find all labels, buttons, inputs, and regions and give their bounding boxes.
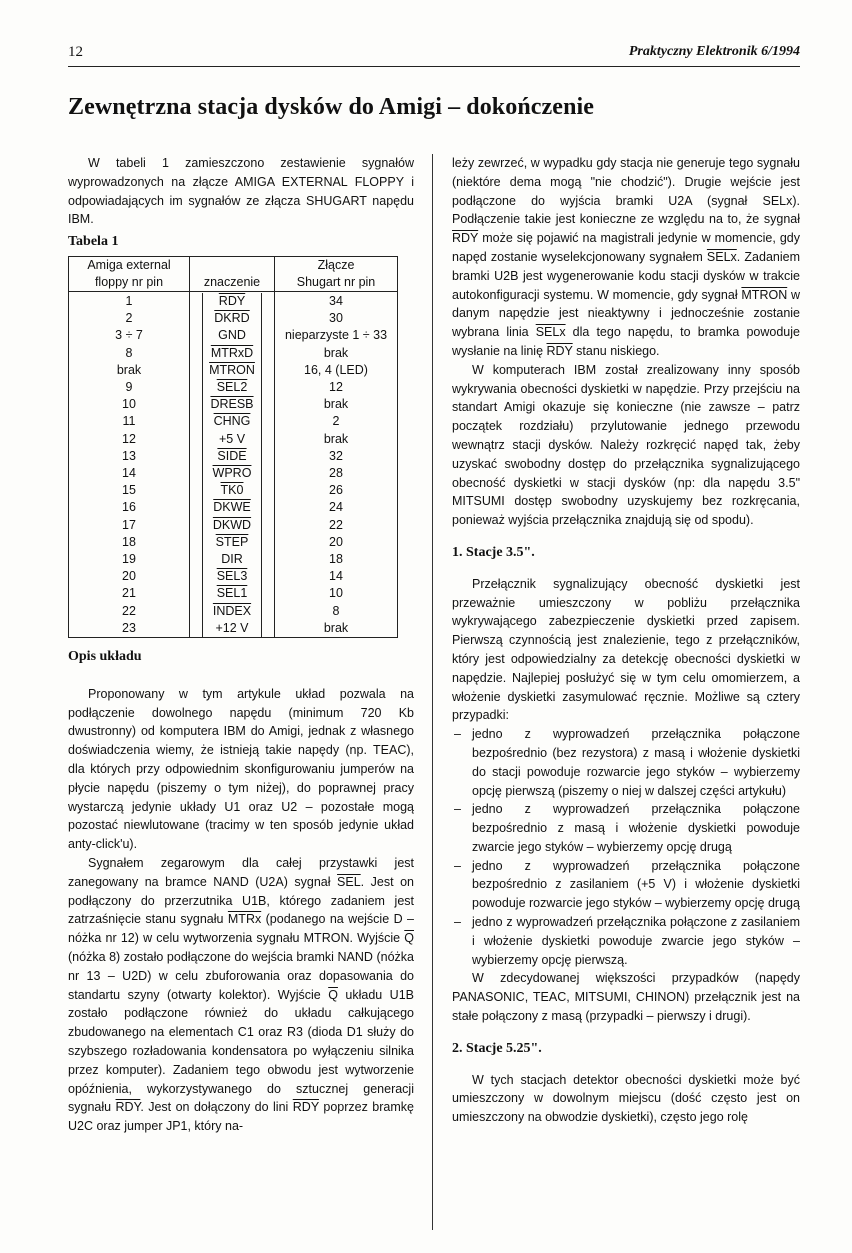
cell-signal: DRESB (190, 396, 275, 413)
cell-shugart-pin: nieparzyste 1 ÷ 33 (284, 328, 388, 343)
cell-amiga-pin: 9 (69, 379, 190, 396)
cell-shugart-pin: 28 (329, 466, 343, 481)
cell-shugart-pin: 20 (329, 534, 343, 549)
cell-shugart-pin: 32 (329, 448, 343, 463)
table-row (69, 448, 398, 465)
column-divider (432, 154, 433, 1230)
signal-table (68, 256, 398, 638)
table-row (69, 517, 398, 534)
cell-signal: MTRxD (190, 345, 275, 362)
table-label: Tabela 1 (68, 234, 119, 250)
table-row (69, 310, 398, 327)
cell-amiga-pin: 11 (69, 413, 190, 430)
cell-shugart-pin: 16, 4 (LED) (304, 362, 368, 377)
header-amiga: Amiga external floppy nr pin (69, 256, 190, 291)
table-row (69, 413, 398, 430)
cell-shugart-pin: 34 (329, 293, 343, 308)
cell-shugart-pin: 18 (329, 552, 343, 567)
cell-signal: SIDE (190, 448, 275, 465)
list-item: – jedno z wyprowadzeń przełącznika połączone z zasilaniem i włożenie dyskietki powoduje zwarcie jego styków – wybierzemy opcję pierwszą. (452, 913, 800, 969)
cell-signal: STEP (190, 534, 275, 551)
left-column (68, 154, 414, 1136)
cell-shugart-pin: 30 (329, 311, 343, 326)
cell-shugart-pin: 12 (329, 380, 343, 394)
cell-signal: WPRO (190, 465, 275, 482)
cell-shugart-pin: 14 (329, 569, 343, 584)
cell-amiga-pin: 23 (69, 620, 190, 638)
opis-paragraph-2: Sygnałem zegarowym dla całej przystawki jest zanegowany na bramce NAND (U2A) sygnał $\overline{SEL}$. Jest on podłączony do przerzutnika U1B, którego zadaniem jest zatrzaśnięcie stanu sygnału MTRx (podanego na wejście D – nóżka nr 12) w celu wytworzenia sygnału MTRON. Wyjście $\overline{Q}$ (nóżka 8) zostało podłączone do wejścia bramki NAND (nóżka nr 13 – U2D) w celu zbuforowania oraz dopasowania do standartu szyny (otwarty kolektor). Wyjście $\overline{Q}$ układu U1B zostało podłączone również do układu całkującego zbudowanego na elementach C1 oraz R3 (dioda D1 służy do szybszego rozładowania kondensatora po wyłączeniu silnika przez komputer). Zadaniem tego obwodu jest wytworzenie opóźnienia, wykorzystywanego do sztucznej generacji sygnału $\overline{RDY}$. Jest on dołączony do lini $\overline{RDY}$ poprzez bramkę U2C oraz jumper JP1, który na- (68, 856, 414, 1134)
cell-shugart-pin: 10 (329, 586, 343, 601)
cell-signal: MTRON (190, 362, 275, 379)
cell-shugart-pin: brak (323, 345, 349, 360)
cell-shugart-pin: brak (323, 620, 349, 635)
table-row (69, 291, 398, 310)
cell-amiga-pin: 2 (69, 310, 190, 327)
table-row (69, 499, 398, 516)
table-row (69, 482, 398, 499)
cell-amiga-pin: 12 (69, 431, 190, 448)
cell-amiga-pin: 13 (69, 448, 190, 465)
table-row (69, 551, 398, 568)
cell-amiga-pin: 20 (69, 568, 190, 585)
cell-amiga-pin: 17 (69, 517, 190, 534)
cell-signal: CHNG (190, 413, 275, 430)
cell-amiga-pin: 8 (69, 345, 190, 362)
table-row (69, 431, 398, 448)
section-heading-35: 1. Stacje 3.5". (452, 544, 535, 560)
cell-amiga-pin: 14 (69, 465, 190, 482)
table-header-row (69, 256, 398, 291)
s525-paragraph-1: W tych stacjach detektor obecności dyskietki może być umieszczony w dowolnym miejscu (dość często jest on umieszczony na obwodzie dyskietki), często jego rolę (452, 1072, 800, 1125)
article-title: Zewnętrzna stacja dysków do Amigi – dokończenie (68, 94, 595, 120)
table-row (69, 534, 398, 551)
header-signal: znaczenie (190, 256, 275, 291)
opis-paragraph-1: Proponowany w tym artykule układ pozwala na podłączenie dowolnego napędu (minimum 720 Kb dwustronny) od komputera IBM do Amigi, jednak z własnego doświadczenia wiemy, że istnieją takie napędy (np. TEAC), dla których przy odpowiednim skonfigurowaniu jumperów na płycie napędu (piszemy o tym niżej), do poprawnej pracy wystarczą jedynie układy U1 oraz U2 – pozostałe mogą pozostać niewlutowane (tracimy w ten sposób jedynie układ anty-click'u). (68, 686, 414, 852)
list-item: – jedno z wyprowadzeń przełącznika połączone bezpośrednio (bez rezystora) z masą i włożenie dyskietki do stacji powoduje rozwarcie jego styków – wybierzemy opcję pierwszą (piszemy o niej w dalszej części artykułu) (452, 725, 800, 800)
cell-signal: SEL2 (190, 379, 275, 396)
page-header (68, 44, 800, 66)
cell-amiga-pin: 16 (69, 499, 190, 516)
table-row (69, 603, 398, 620)
cell-signal: GND (190, 327, 275, 344)
table-row (69, 379, 398, 396)
cell-signal: SEL3 (190, 568, 275, 585)
cell-shugart-pin: 2 (332, 414, 340, 429)
cell-shugart-pin: brak (323, 431, 349, 446)
table-row (69, 568, 398, 585)
list-item: – jedno z wyprowadzeń przełącznika połączone bezpośrednio z masą i włożenie dyskietki powoduje zwarcie jego styków – wybierzemy opcję drugą (452, 800, 800, 856)
cell-shugart-pin: 8 (332, 603, 340, 618)
cases-list (452, 725, 800, 969)
s35-paragraph-1: Przełącznik sygnalizujący obecność dyskietki jest przeważnie umieszczony w pobliżu przełącznika wykrywającego zabezpieczenie dyskietki przed zapisem. Pierwszą czynnością jest znalezienie, tego z przełączników, który jest odpowiedzialny za detekcję obecności dyskietki w napędzie. Najlepiej posłużyć się w tym celu omomierzem, a włożenie dyskietki zasymulować ręcznie. Możliwe są cztery przypadki: (452, 576, 800, 723)
cell-amiga-pin: 19 (69, 551, 190, 568)
cell-signal: TK0 (190, 482, 275, 499)
section-heading-525: 2. Stacje 5.25". (452, 1040, 542, 1056)
section-heading-opis: Opis układu (68, 649, 142, 665)
intro-paragraph: W tabeli 1 zamieszczono zestawienie sygnałów wyprowadzonych na złącze AMIGA EXTERNAL FLOPPY i odpowiadających im sygnałów ze złącza SHUGART napędu IBM. (68, 156, 414, 227)
cell-amiga-pin: 21 (69, 585, 190, 602)
cell-signal: +5 V (190, 431, 275, 448)
cell-amiga-pin: 18 (69, 534, 190, 551)
table-row (69, 465, 398, 482)
cell-amiga-pin: 3 ÷ 7 (69, 327, 190, 344)
list-item: – jedno z wyprowadzeń przełącznika połączone bezpośrednio z zasilaniem (+5 V) i włożenie dyskietki powoduje rozwarcie jego styków – wybierzemy opcję drugą (452, 857, 800, 913)
s35-paragraph-2: W zdecydowanej większości przypadków (napędy PANASONIC, TEAC, MITSUMI, CHINON) przełącznik jest na stałe połączony z masą (przypadki – pierwszy i drugi). (452, 971, 800, 1024)
cell-shugart-pin: brak (323, 397, 349, 412)
cell-signal: DKRD (190, 310, 275, 327)
cell-shugart-pin: 22 (329, 517, 343, 532)
cell-amiga-pin: 10 (69, 396, 190, 413)
cell-shugart-pin: 26 (329, 483, 343, 498)
journal-name: Praktyczny Elektronik 6/1994 (628, 44, 800, 59)
table-row (69, 585, 398, 602)
page-number: 12 (68, 44, 83, 60)
cell-signal: DKWD (190, 517, 275, 534)
header-shugart: Złącze Shugart nr pin (275, 256, 398, 291)
right-column (452, 154, 800, 1127)
cell-shugart-pin: 24 (329, 500, 343, 515)
header-rule (68, 66, 800, 67)
cell-amiga-pin: 15 (69, 482, 190, 499)
cell-signal: +12 V (190, 620, 275, 638)
table-row (69, 362, 398, 379)
cell-signal: $\overline{RDY}$ (190, 291, 275, 310)
table-row (69, 396, 398, 413)
cell-amiga-pin: 1 (69, 291, 190, 310)
cell-signal: INDEX (190, 603, 275, 620)
right-paragraph-1: leży zewrzeć, w wypadku gdy stacja nie generuje tego sygnału (niektóre dema mogą "nie chodzić"). Drugie wejście jest podłączone do wyjścia bramki U2A (sygnał SELx). Podłączenie takie jest konieczne ze względu na to, że sygnał $\overline{RDY}$ może się pojawić na magistrali jedynie w momencie, gdy napęd zostanie wyselekcjonowany sygnałem SELx. Zadaniem bramki U2B jest wygenerowanie kodu stacji dysków w trakcie autokonfiguracji systemu. W momencie, gdy sygnał MTRON w danym napędzie jest nieaktywny i jednocześnie zostanie wybrana linia SELx dla tego napędu, to bramka powoduje wysłanie na linię $\overline{RDY}$ stanu niskiego. (452, 156, 801, 358)
right-paragraph-2: W komputerach IBM został zrealizowany inny sposób wykrywania obecności dyskietki w napędzie. Przy przejściu na standart Amigi okazuje się konieczne (nie zawsze – patrz początek rozdziału) przylutowanie jednego przewodu wewnątrz stacji dysków. Należy rozkręcić napęd tak, żeby uzyskać swobodny dostęp do przełącznika sygnalizującego obecność dyskietki w stacji dysków (np: dla napędu 3.5" MITSUMI dostęp swobodny uzyskujemy bez rozkręcania, ponieważ wyjścia przełącznika znajdują się od spodu). (452, 362, 800, 528)
table-row (69, 345, 398, 362)
cell-signal: SEL1 (190, 585, 275, 602)
cell-amiga-pin: 22 (69, 603, 190, 620)
table-row (69, 327, 398, 344)
cell-signal: DIR (190, 551, 275, 568)
cell-amiga-pin: brak (69, 362, 190, 379)
table-row (69, 620, 398, 638)
cell-signal: DKWE (190, 499, 275, 516)
